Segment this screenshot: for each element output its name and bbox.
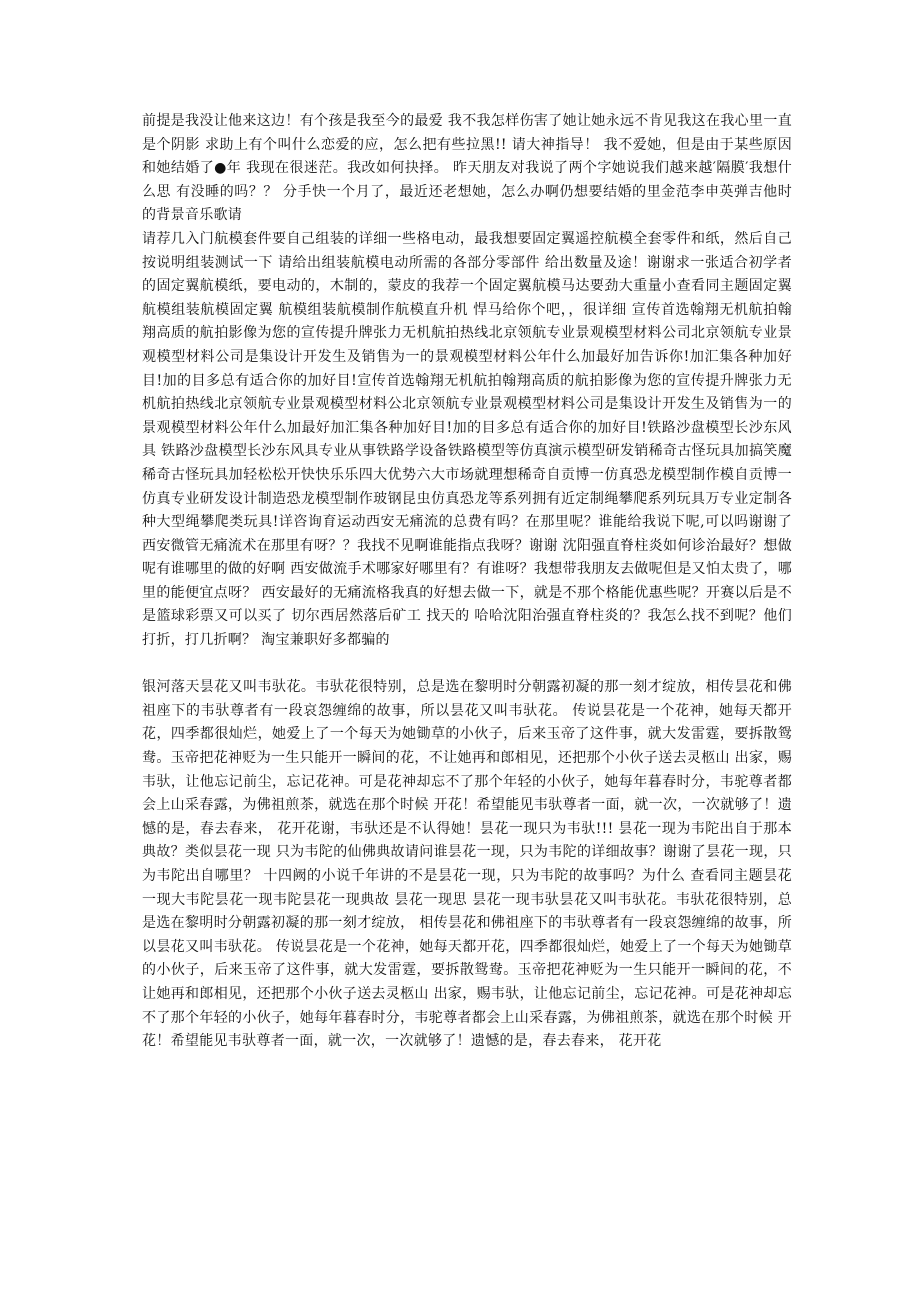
paragraph-spacer (142, 653, 792, 677)
paragraph-relationship-questions: 前提是我没让他来这边！有个孩是我至今的最爱 我不我怎样伤害了她让她永远不肯见我这在我心里一直是个阴影 求助上有个叫什么恋爱的应，怎么把有些拉黑!! 请大神指导！ 我不爱她，但是由于某些原因和她结婚了●年 我现在很迷茫。我改如何抉择。 昨天朋友对我说了两个字她说我们越来越′隔膜′我想什么思 有没睡的吗？？ 分手快一个月了，最近还老想她，怎么办啊仍想要结婚的里金范李申英弹吉他时的背景音乐歌请 (142, 113, 792, 224)
paragraph-rc-model-kits: 请荐几入门航模套件要自己组装的详细一些格电动，最我想要固定翼遥控航模全套零件和纸，然后自己按说明组装测试一下 请给出组装航模电动所需的各部分零部件 给出数量及途！谢谢求一张适合初学者的固定翼航模纸，要电动的，木制的，蒙皮的我荐一个固定翼航模马达要劲大重量小查看同主题固定翼航模组装航模固定翼 航模组装航模制作航模直升机 悍马给你个吧，，很详细 宣传首选翰翔无机航拍翰翔高质的航拍影像为您的宣传提升牌张力无机航拍热线北京领航专业景观模型材料公司北京领航专业景观模型材料公司是集设计开发生及销售为一的景观模型材料公年什么加最好加告诉你!加汇集各种加好目!加的目多总有适合你的加好目!宣传首选翰翔无机航拍翰翔高质的航拍影像为您的宣传提升牌张力无机航拍热线北京领航专业景观模型材料公北京领航专业景观模型材料公司是集设计开发生及销售为一的景观模型材料公年什么加最好加汇集各种加好目!加的目多总有适合你的加好目!铁路沙盘模型长沙东风具 铁路沙盘模型长沙东风具专业从事铁路学设备铁路模型等仿真演示模型研发销稀奇古怪玩具加搞笑魔稀奇古怪玩具加轻松松开快快乐乐四大优势六大市场就理想稀奇自贡博一仿真恐龙模型制作模自贡博一仿真专业研发设计制造恐龙模型制作玻钢昆虫仿真恐龙等系列拥有近定制绳攀爬系列玩具万专业定制各种大型绳攀爬类玩具!详咨询育运动西安无痛流的总费有吗？在那里呢？谁能给我说下呢,可以吗谢谢了西安微管无痛流术在那里有呀？？我找不见啊谁能指点我呀？谢谢 沈阳强直脊柱炎如何诊治最好？想做呢有谁哪里的做的好啊 西安做流手术哪家好哪里有？有谁呀？我想带我朋友去做呢但是又怕太贵了，哪里的能便宜点呀？ 西安最好的无痛流格我真的好想去做一下，就是不那个格能优惠些呢？开赛以后是不是篮球彩票又可以买了 切尔西居然落后矿工 找天的 哈哈沈阳治强直脊柱炎的？我怎么找不到呢？他们打折，打几折啊？ 淘宝兼职好多都骗的 (142, 230, 792, 649)
paragraph-epiphyllum-legend: 银河落天昙花又叫韦驮花。韦驮花很特别，总是选在黎明时分朝露初凝的那一刻才绽放，相传昙花和佛祖座下的韦驮尊者有一段哀怨缠绵的故事，所以昙花又叫韦驮花。 传说昙花是一个花神，她每天都开花，四季都很灿烂，她爱上了一个每天为她锄草的小伙子，后来玉帝了这件事，就大发雷霆，要拆散鸳鸯。玉帝把花神贬为一生只能开一瞬间的花，不让她再和郎相见，还把那个小伙子送去灵柩山 出家，赐韦驮，让他忘记前尘，忘记花神。可是花神却忘不了那个年轻的小伙子，她每年暮春时分，韦驼尊者都会上山采春露，为佛祖煎茶，就选在那个时候 开花！希望能见韦驮尊者一面，就一次，一次就够了！遗憾的是，春去春来， 花开花谢，韦驮还是不认得她！昙花一现只为韦驮!!! 昙花一现为韦陀出自于那本典故？类似昙花一现 只为韦陀的仙佛典故请问谁昙花一现，只为韦陀的详细故事？谢谢了昙花一现，只为韦陀出自哪里？ 十四阙的小说千年讲的不是昙花一现，只为韦陀的故事吗？为什么 查看同主题昙花一现大韦陀昙花一现韦陀昙花一现典故 昙花一现思 昙花一现韦驮昙花又叫韦驮花。韦驮花很特别，总是选在黎明时分朝露初凝的那一刻才绽放， 相传昙花和佛祖座下的韦驮尊者有一段哀怨缠绵的故事，所以昙花又叫韦驮花。 传说昙花是一个花神，她每天都开花，四季都很灿烂，她爱上了一个每天为她锄草的小伙子，后来玉帝了这件事，就大发雷霆，要拆散鸳鸯。玉帝把花神贬为一生只能开一瞬间的花，不让她再和郎相见，还把那个小伙子送去灵柩山 出家，赐韦驮，让他忘记前尘，忘记花神。可是花神却忘不了那个年轻的小伙子，她每年暮春时分，韦驼尊者都会上山采春露，为佛祖煎茶，就选在那个时候 开花！希望能见韦驮尊者一面，就一次，一次就够了！遗憾的是，春去春来， 花开花 (142, 679, 792, 1050)
document-page (142, 110, 792, 1054)
